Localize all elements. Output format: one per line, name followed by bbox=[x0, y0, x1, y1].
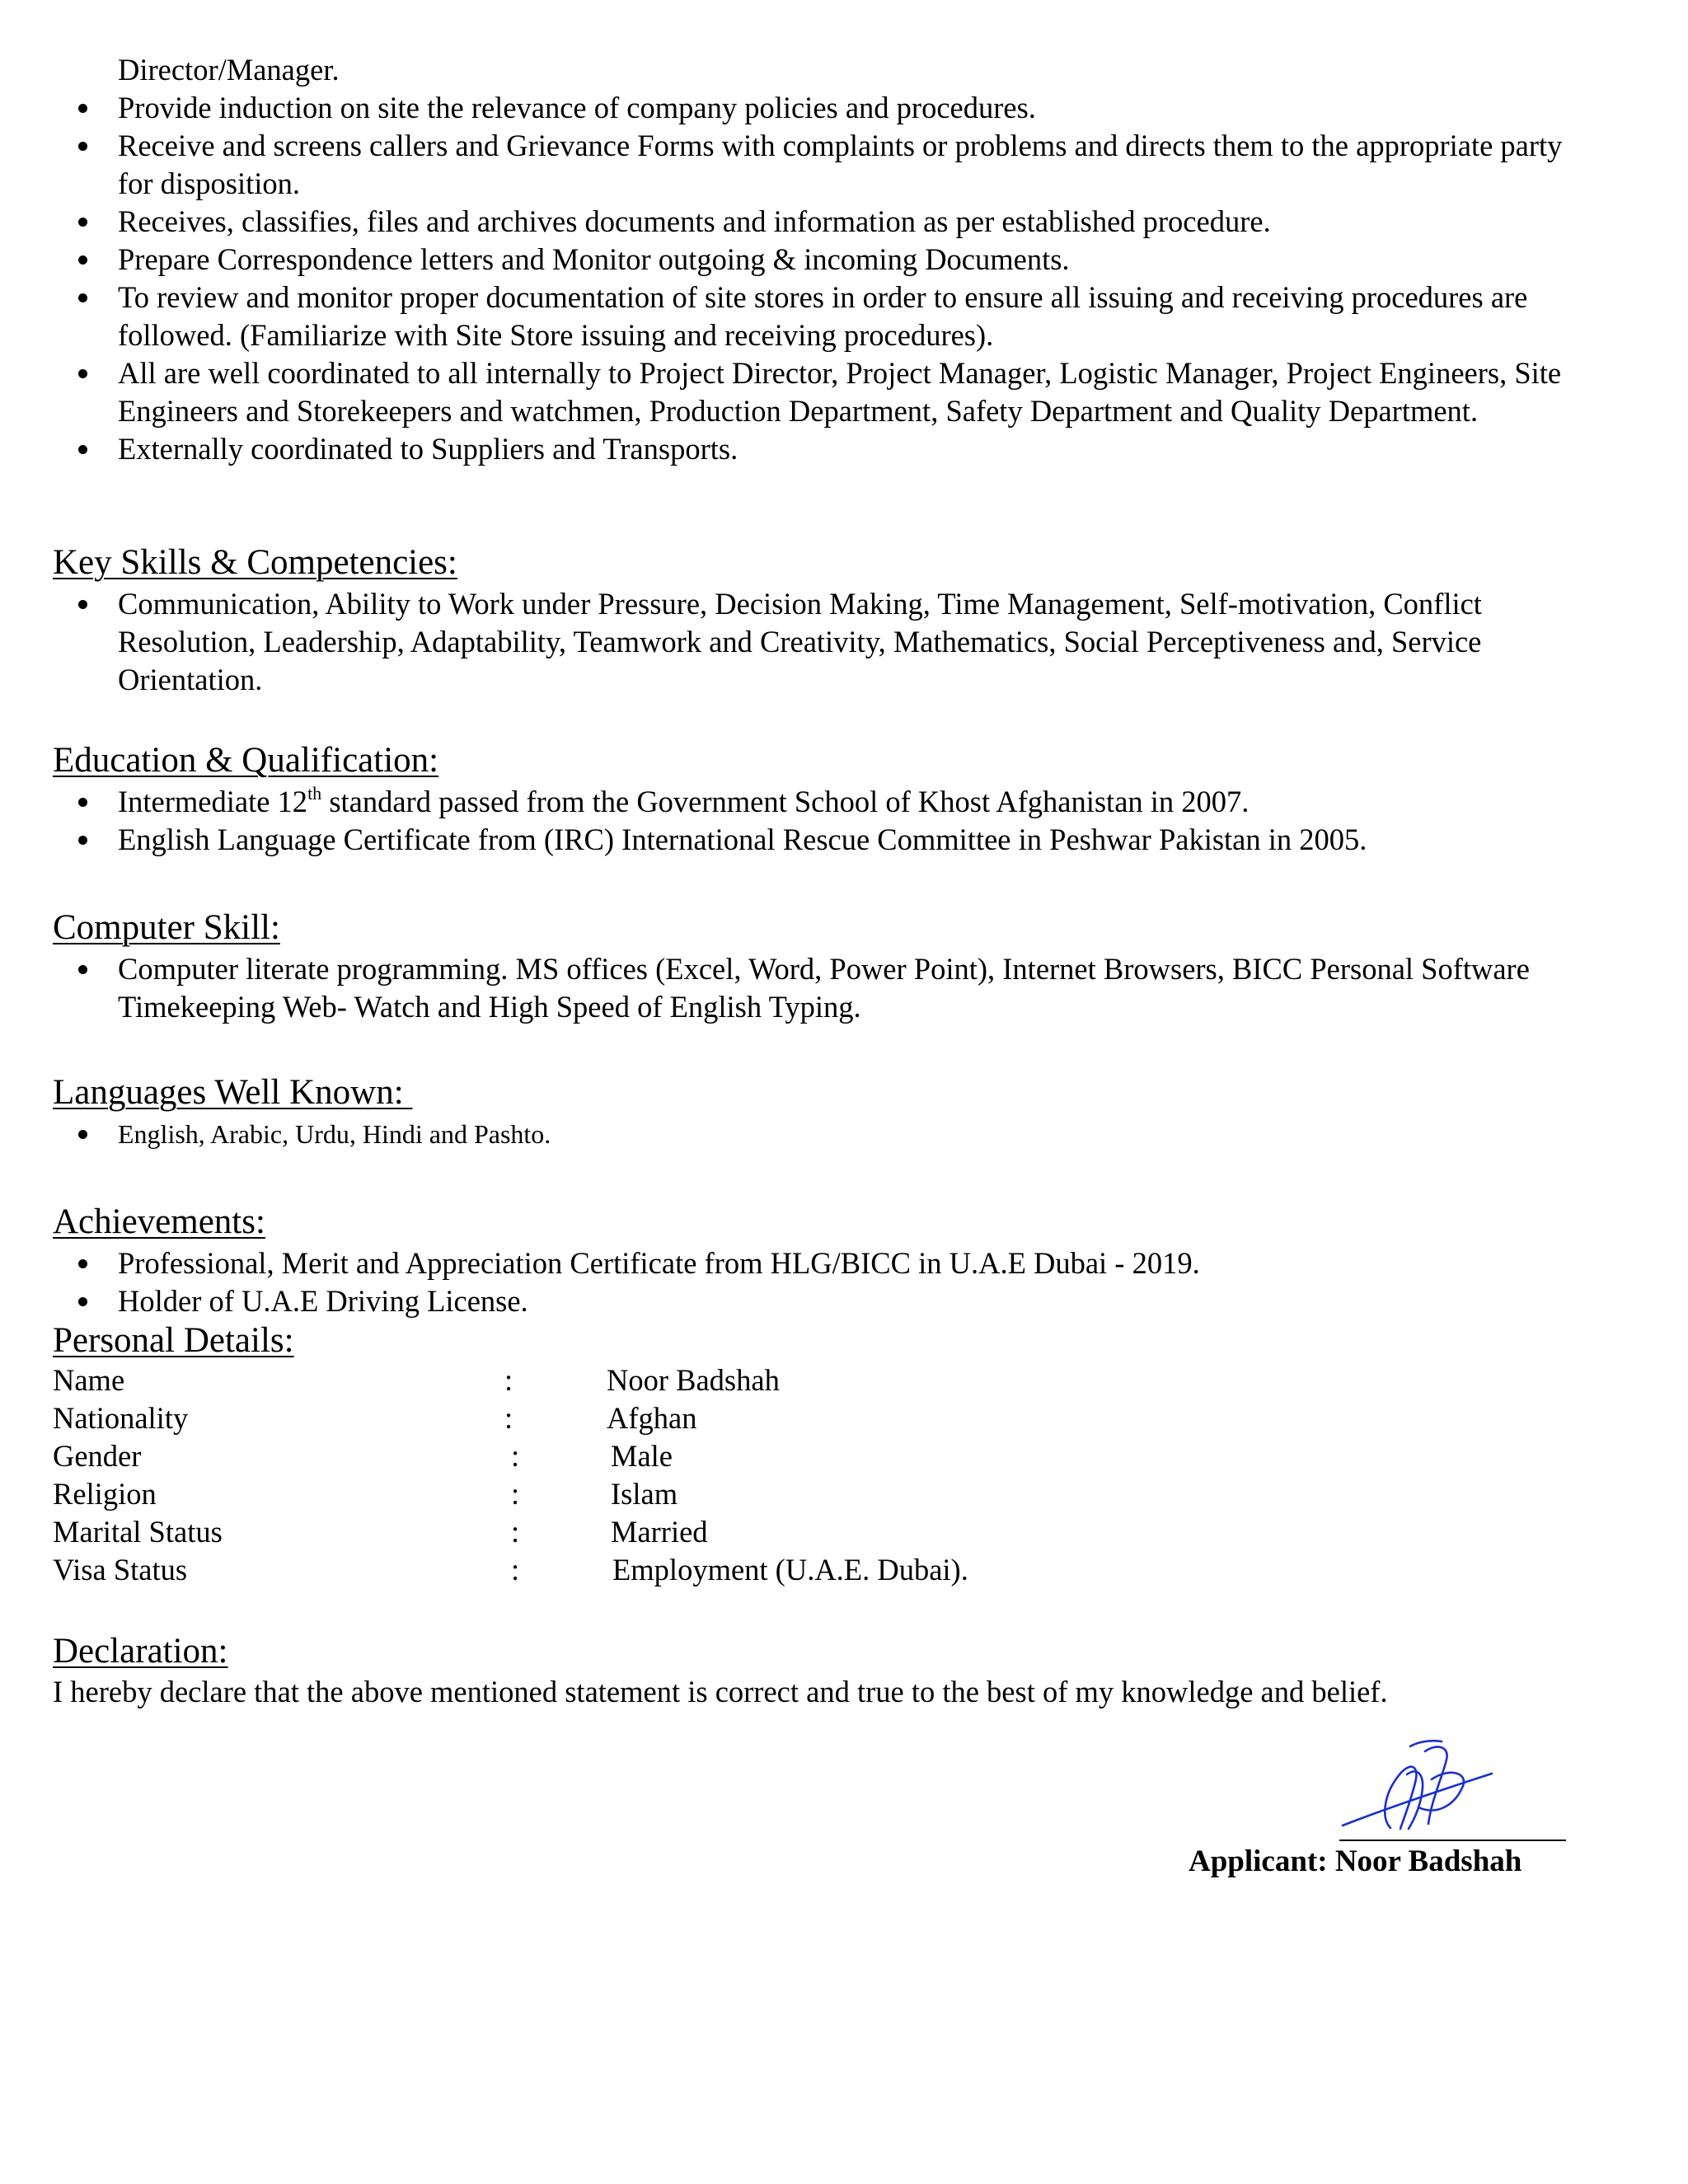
list-item: Provide induction on site the relevance of company policies and procedures. bbox=[0, 89, 1566, 127]
detail-separator: : bbox=[511, 1439, 520, 1473]
list-item: Professional, Merit and Appreciation Certificate from HLG/BICC in U.A.E Dubai - 2019. bbox=[0, 1244, 1566, 1282]
signature-line bbox=[1339, 1840, 1566, 1841]
languages-list bbox=[0, 1115, 1566, 1153]
list-item: Holder of U.A.E Driving License. bbox=[0, 1282, 1566, 1320]
list-item: Communication, Ability to Work under Pressure, Decision Making, Time Management, Self-motivation, Conflict Resolution, Leadership, Adaptability, Teamwork and Creativity, Mathematics, Social Perceptiveness and, Service Orientation. bbox=[0, 585, 1566, 699]
list-item: Receive and screens callers and Grievance Forms with complaints or problems and directs them to the appropriate party for disposition. bbox=[0, 127, 1566, 203]
list-item: Computer literate programming. MS offices (Excel, Word, Power Point), Internet Browsers, BICC Personal Software Timekeeping Web- Watch and High Speed of English Typing. bbox=[0, 950, 1566, 1026]
detail-separator: : bbox=[511, 1553, 520, 1586]
detail-label: Marital Status bbox=[53, 1515, 223, 1549]
education-heading: Education & Qualification: bbox=[53, 741, 439, 780]
detail-value: Afghan bbox=[607, 1401, 697, 1435]
detail-separator: : bbox=[504, 1401, 513, 1435]
detail-label: Gender bbox=[53, 1439, 142, 1473]
declaration-heading: Declaration: bbox=[53, 1632, 228, 1671]
list-item: All are well coordinated to all internally to Project Director, Project Manager, Logistic Manager, Project Engineers, Site Engineers and Storekeepers and watchmen, Production Department, Safety Department and Quality Department. bbox=[0, 354, 1566, 430]
duties-list bbox=[0, 89, 1566, 468]
list-item: English Language Certificate from (IRC) International Rescue Committee in Peshwar Pakistan in 2005. bbox=[0, 821, 1566, 859]
detail-separator: : bbox=[511, 1477, 520, 1511]
list-item bbox=[0, 783, 1566, 821]
list-item: Receives, classifies, files and archives documents and information as per established procedure. bbox=[0, 203, 1566, 241]
education-list bbox=[0, 783, 1566, 859]
education-item-text: standard passed from the Government School of Khost Afghanistan in 2007. bbox=[321, 785, 1250, 818]
continued-text: Director/Manager. bbox=[118, 53, 340, 87]
list-item: To review and monitor proper documentation of site stores in order to ensure all issuing and receiving procedures are followed. (Familiarize with Site Store issuing and receiving procedures). bbox=[0, 279, 1566, 354]
computer-skill-list bbox=[0, 950, 1566, 1026]
personal-details-heading: Personal Details: bbox=[53, 1321, 294, 1360]
detail-value: Employment (U.A.E. Dubai). bbox=[612, 1553, 968, 1586]
detail-separator: : bbox=[511, 1515, 520, 1549]
signature-image bbox=[1339, 1727, 1504, 1842]
detail-value: Male bbox=[611, 1439, 673, 1473]
achievements-list bbox=[0, 1244, 1566, 1320]
detail-label: Religion bbox=[53, 1477, 157, 1511]
key-skills-heading: Key Skills & Competencies: bbox=[53, 543, 457, 582]
applicant-name: Applicant: Noor Badshah bbox=[1189, 1844, 1522, 1878]
detail-separator: : bbox=[504, 1363, 513, 1397]
detail-value: Noor Badshah bbox=[607, 1363, 780, 1397]
list-item: English, Arabic, Urdu, Hindi and Pashto. bbox=[0, 1115, 1566, 1153]
detail-label: Visa Status bbox=[53, 1553, 188, 1586]
detail-value: Married bbox=[611, 1515, 708, 1549]
superscript: th bbox=[307, 782, 322, 804]
list-item: Externally coordinated to Suppliers and Transports. bbox=[0, 430, 1566, 468]
detail-label: Nationality bbox=[53, 1401, 189, 1435]
languages-heading: Languages Well Known: bbox=[53, 1073, 413, 1112]
list-item: Prepare Correspondence letters and Monitor outgoing & incoming Documents. bbox=[0, 241, 1566, 279]
detail-value: Islam bbox=[611, 1477, 678, 1511]
declaration-text: I hereby declare that the above mentioned statement is correct and true to the best of my knowledge and belief. bbox=[53, 1675, 1388, 1708]
education-item-text: Intermediate 12 bbox=[118, 785, 308, 818]
detail-label: Name bbox=[53, 1363, 125, 1397]
computer-skill-heading: Computer Skill: bbox=[53, 908, 280, 947]
achievements-heading: Achievements: bbox=[53, 1202, 265, 1241]
key-skills-list bbox=[0, 585, 1566, 699]
